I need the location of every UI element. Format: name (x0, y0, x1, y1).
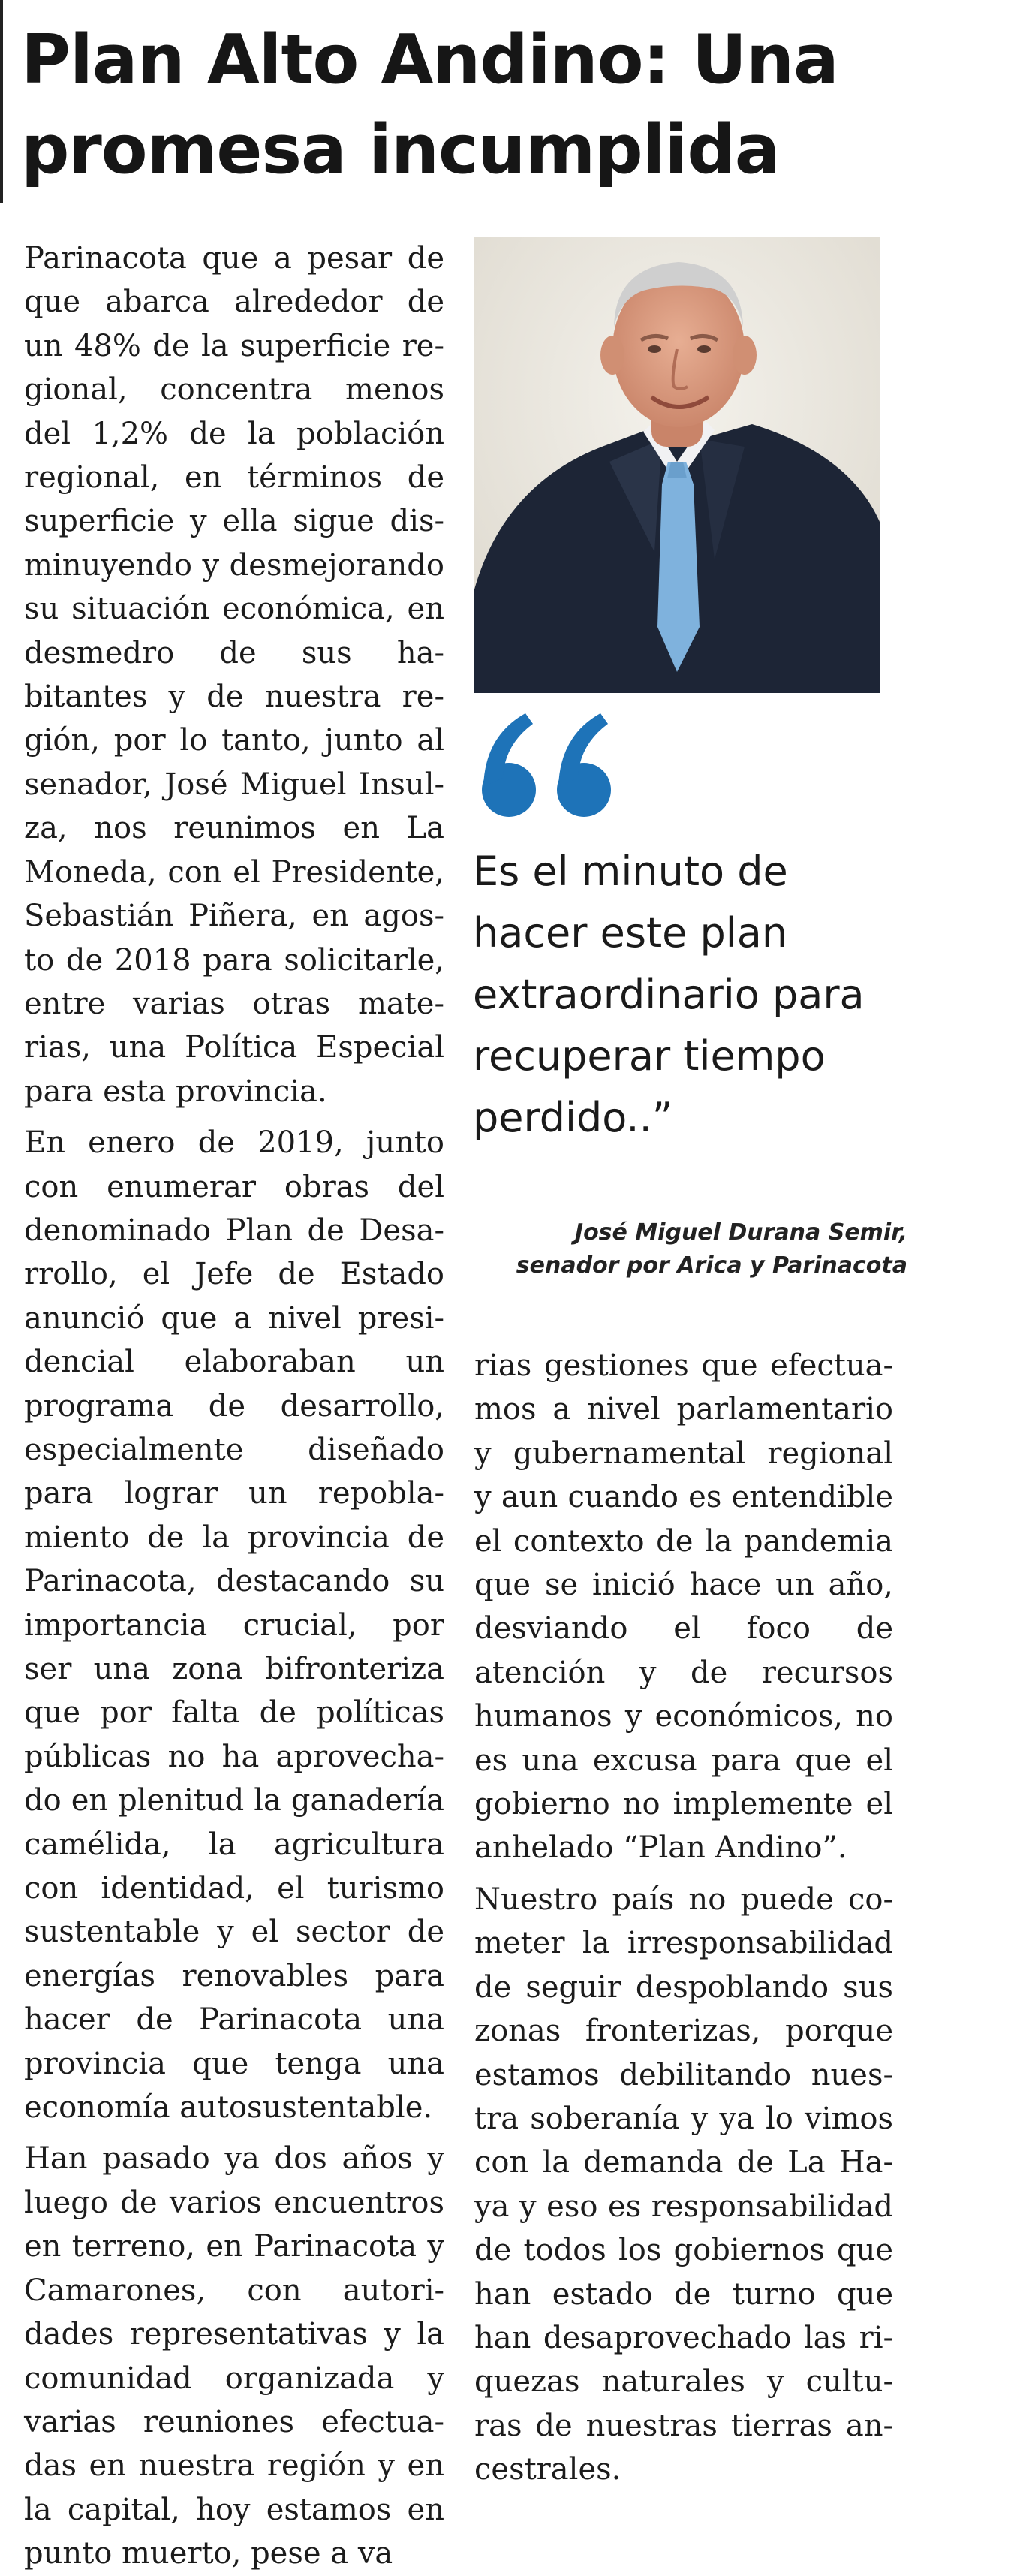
paragraph-4: rias gestiones que efectuamos a nivel parlamentario y gubernamental regional y aun cuando es entendible el contexto de la pandemia que se inició hace un año, desviando el foco de atención y de recursos humanos y económicos, no es una excusa para que el gobierno no implemente el anhelado “Plan Andino”. (474, 1348, 893, 1866)
attribution-role: senador por Arica y Parinacota (516, 1252, 907, 1279)
body-column-left (24, 237, 444, 2576)
body-column-right (474, 1344, 893, 2492)
paragraph-2: En enero de 2019, junto con enumerar obras del denominado Plan de Desarrollo, el Jefe de Estado anunció que a nivel presidencial elaboraban un programa de desarrollo, especialmente diseñado para lograr un repoblamiento de la provincia de Parinacota, destacando su importancia crucial, por ser una zona bifronteriza que por falta de políticas públicas no ha aprovechado en plenitud la ganadería camélida, la agricultura con identidad, el turismo sustentable y el sector de energías renovables para hacer de Parinacota una provincia que tenga una economía autosustentable. (24, 1125, 444, 2126)
headline-line-1: Plan Alto Andino: Una (21, 20, 838, 99)
author-photo (474, 237, 880, 693)
headline-rule (0, 0, 3, 203)
attribution-name: José Miguel Durana Semir, (574, 1219, 907, 1246)
pull-quote: Es el minuto de hacer este plan extraordinario para recuperar tiempo perdido..” (473, 848, 865, 1141)
paragraph-1: Parinacota que a pesar de que abarca alrededor de un 48% de la superficie regional, concentra menos del 1,2% de la población regional, en términos de superficie y ella sigue disminuyendo y desmejorando su situación económica, en desmedro de sus habitantes y de nuestra región, por lo tanto, junto al senador, José Miguel Insulza, nos reunimos en La Moneda, con el Presidente, Sebastián Piñera, en agosto de 2018 para solicitarle, entre varias otras materias, una Política Especial para esta provincia. (24, 241, 444, 1109)
article-headline (21, 15, 997, 195)
headline-line-2: promesa incumplida (21, 110, 780, 189)
quote-attribution (516, 1216, 907, 1282)
quote-mark-icon (471, 706, 651, 826)
paragraph-5: Nuestro país no puede cometer la irresponsabilidad de seguir despoblando sus zonas fronterizas, porque estamos debilitando nuestra soberanía y ya lo vimos con la demanda de La Haya y eso es responsabilidad de todos los gobiernos que han estado de turno que han desaprovechado las riquezas naturales y culturas de nuestras tierras ancestrales. (474, 1882, 893, 2487)
paragraph-3: Han pasado ya dos años y luego de varios encuentros en terreno, en Parinacota y Camarones, con autoridades representativas y la comunidad organizada y varias reuniones efectuadas en nuestra región y en la capital, hoy estamos en punto muerto, pese a va (24, 2141, 444, 2571)
